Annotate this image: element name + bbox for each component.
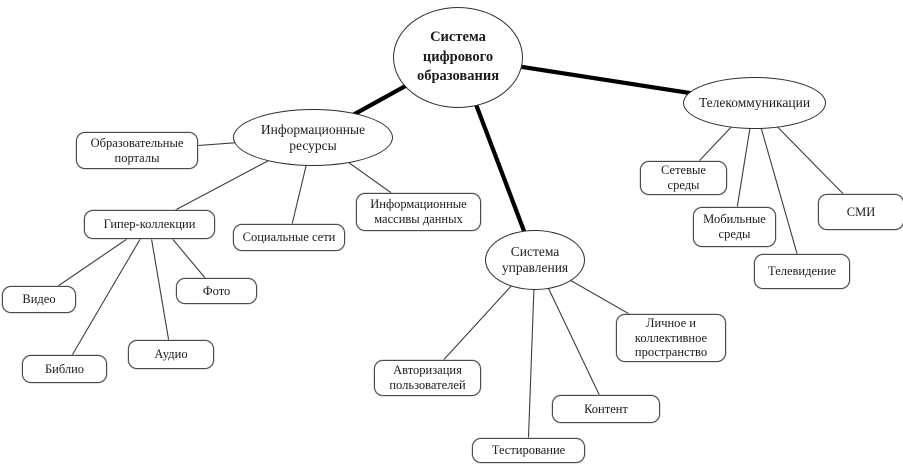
edge-giper-audio	[149, 224, 171, 354]
node-mobilnye-sredy-label: Мобильные среды	[703, 212, 766, 241]
node-smi-label: СМИ	[846, 204, 876, 219]
node-video-label: Видео	[22, 292, 56, 307]
node-testirovanie	[472, 438, 585, 463]
node-soc-seti	[233, 224, 345, 251]
node-setevye-sredy-label: Сетевые среды	[661, 163, 706, 192]
node-biblio	[22, 355, 107, 383]
node-audio-label: Аудио	[154, 347, 188, 362]
node-video	[2, 286, 76, 313]
node-management	[485, 230, 585, 290]
node-lichnoe-prostranstvo	[616, 314, 726, 362]
node-telecom	[683, 77, 826, 129]
node-root-label: Система цифрового образования	[416, 29, 500, 85]
node-soc-seti-label: Социальные сети	[242, 230, 336, 245]
node-inf-massivy-label: Информационные массивы данных	[370, 197, 467, 226]
node-giper-kollekcii-label: Гипер-коллекции	[103, 217, 196, 232]
node-info-resources	[233, 109, 393, 166]
node-obr-portaly-label: Образовательные порталы	[90, 135, 184, 165]
node-audio	[128, 340, 214, 369]
node-biblio-label: Библио	[44, 361, 85, 376]
node-avtorizaciya	[374, 360, 481, 396]
node-foto	[176, 278, 257, 304]
node-lichnoe-prostranstvo-label: Личное и коллективное пространство	[634, 315, 708, 360]
node-televidenie-label: Телевидение	[768, 264, 836, 279]
node-telecom-label: Телекоммуникации	[698, 95, 811, 111]
node-inf-massivy	[356, 193, 481, 231]
node-info-resources-label: Информационные ресурсы	[260, 121, 366, 153]
node-obr-portaly	[76, 132, 198, 169]
node-setevye-sredy	[640, 161, 727, 195]
node-root	[393, 7, 523, 108]
node-management-label: Система управления	[501, 244, 569, 275]
node-avtorizaciya-label: Авторизация пользователей	[389, 363, 466, 392]
node-kontent-label: Контент	[584, 401, 628, 416]
node-giper-kollekcii	[84, 210, 215, 239]
node-foto-label: Фото	[202, 283, 231, 298]
node-testirovanie-label: Тестирование	[491, 443, 566, 458]
node-mobilnye-sredy	[693, 207, 776, 247]
node-kontent	[552, 395, 660, 423]
node-smi	[818, 194, 903, 230]
node-televidenie	[754, 254, 850, 289]
